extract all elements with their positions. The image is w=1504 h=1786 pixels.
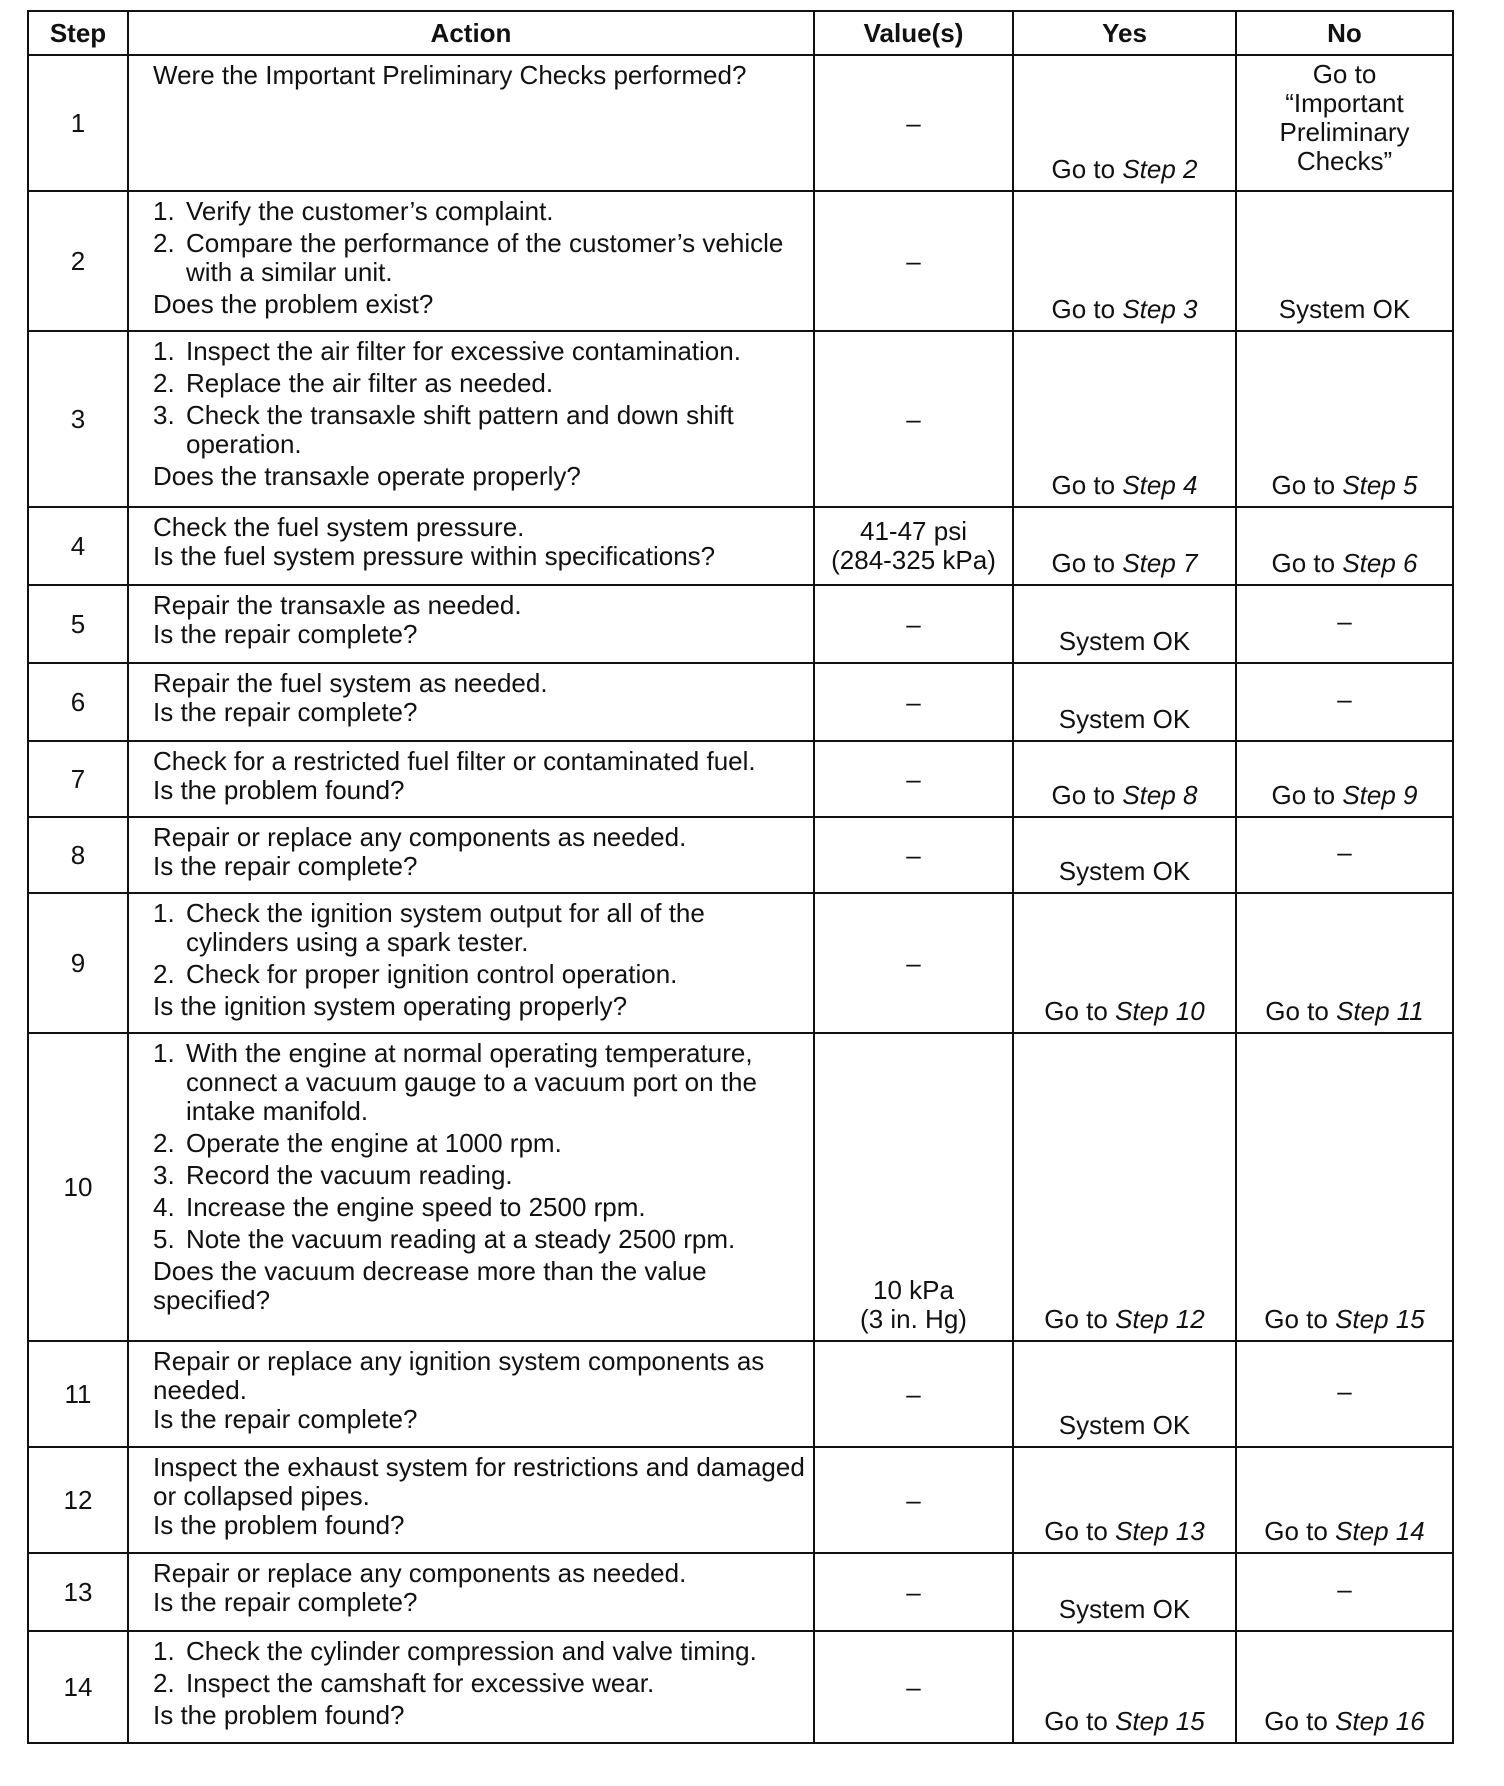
no-cell [1236, 1631, 1453, 1743]
yes-go-to-text: Go to [1044, 1516, 1116, 1546]
no-step-ref: Step 11 [1336, 996, 1424, 1026]
value-line: (284-325 kPa) [831, 545, 996, 575]
yes-result: System OK [1058, 704, 1191, 734]
action-cell [128, 55, 814, 191]
yes-cell [1013, 585, 1236, 663]
value-dash: – [906, 763, 921, 794]
header-action: Action [128, 11, 814, 55]
no-line: Preliminary [1279, 117, 1410, 147]
no-dash: – [1337, 1375, 1352, 1406]
yes-cell [1013, 507, 1236, 585]
action-item [153, 1129, 805, 1158]
action-item-text: Inspect the air filter for excessive contamination. [186, 336, 741, 366]
action-line: Inspect the exhaust system for restrictions and damaged or collapsed pipes. [153, 1452, 805, 1511]
table-row [28, 1447, 1453, 1553]
action-line: Is the repair complete? [153, 697, 418, 727]
no-step-ref: Step 5 [1342, 470, 1418, 500]
value-cell [814, 331, 1013, 507]
action-item-text: Check the cylinder compression and valve timing. [186, 1636, 757, 1666]
no-line: Checks” [1296, 146, 1393, 176]
value-dash: – [906, 245, 921, 276]
diagnostic-table [27, 10, 1454, 1744]
value-cell [814, 1553, 1013, 1631]
action-item-number: 1. [153, 1038, 175, 1068]
yes-go-to-text: Go to [1051, 780, 1123, 810]
yes-go-to-text: Go to [1051, 154, 1123, 184]
header-yes: Yes [1013, 11, 1236, 55]
no-go-to-text: Go to [1264, 1304, 1336, 1334]
yes-result: System OK [1058, 856, 1191, 886]
value-cell [814, 585, 1013, 663]
no-step-ref: Step 16 [1335, 1706, 1425, 1736]
value-dash: – [906, 1378, 921, 1409]
action-line: Repair the transaxle as needed. [153, 590, 522, 620]
no-go-to-text: Go to [1271, 780, 1343, 810]
table-row [28, 507, 1453, 585]
no-step-ref: Step 14 [1335, 1516, 1425, 1546]
action-item-number: 1. [153, 336, 175, 366]
action-cell [128, 893, 814, 1033]
value-cell [814, 1341, 1013, 1447]
value-cell [814, 893, 1013, 1033]
action-cell [128, 1341, 814, 1447]
value-dash: – [906, 107, 921, 138]
action-item [153, 1039, 805, 1126]
action-line: Repair the fuel system as needed. [153, 668, 548, 698]
yes-step-ref: Step 3 [1122, 294, 1198, 324]
no-cell [1236, 817, 1453, 893]
action-cell [128, 817, 814, 893]
action-item [153, 197, 805, 226]
action-item [153, 1161, 805, 1190]
table-row [28, 331, 1453, 507]
action-item-text: Replace the air filter as needed. [186, 368, 554, 398]
no-cell [1236, 663, 1453, 741]
header-value: Value(s) [814, 11, 1013, 55]
step-number: 14 [28, 1631, 128, 1743]
no-dash: – [1337, 1573, 1352, 1604]
action-item [153, 899, 805, 957]
value-dash: – [906, 608, 921, 639]
yes-step-ref: Step 7 [1122, 548, 1198, 578]
action-cell [128, 331, 814, 507]
value-dash: – [906, 839, 921, 870]
action-question: Does the problem exist? [153, 289, 434, 319]
action-item-text: Operate the engine at 1000 rpm. [186, 1128, 562, 1158]
action-item [153, 960, 805, 989]
value-cell [814, 1447, 1013, 1553]
yes-step-ref: Step 8 [1122, 780, 1198, 810]
action-item-text: Verify the customer’s complaint. [186, 196, 554, 226]
table-row [28, 191, 1453, 331]
table-row [28, 893, 1453, 1033]
action-item-text: Check for proper ignition control operation. [186, 959, 678, 989]
yes-cell [1013, 663, 1236, 741]
action-item [153, 229, 805, 287]
action-item [153, 401, 805, 459]
action-line: Is the repair complete? [153, 1587, 418, 1617]
no-go-to-text: Go to [1271, 470, 1343, 500]
step-number: 2 [28, 191, 128, 331]
yes-cell [1013, 331, 1236, 507]
action-item-text: Compare the performance of the customer’s vehicle with a similar unit. [186, 228, 784, 287]
action-item-number: 2. [153, 1668, 175, 1698]
no-result: System OK [1278, 294, 1411, 324]
step-number: 7 [28, 741, 128, 817]
no-line: Go to [1312, 59, 1377, 89]
action-cell [128, 1631, 814, 1743]
yes-go-to-text: Go to [1051, 294, 1123, 324]
action-item-number: 3. [153, 400, 175, 430]
action-line: Is the repair complete? [153, 1404, 418, 1434]
value-cell [814, 663, 1013, 741]
yes-step-ref: Step 15 [1115, 1706, 1205, 1736]
yes-go-to-text: Go to [1051, 548, 1123, 578]
header-step: Step [28, 11, 128, 55]
action-line: Is the problem found? [153, 1510, 405, 1540]
yes-cell [1013, 1631, 1236, 1743]
action-cell [128, 1033, 814, 1341]
no-step-ref: Step 15 [1335, 1304, 1425, 1334]
action-line: Repair or replace any ignition system components as needed. [153, 1346, 765, 1405]
no-dash: – [1337, 605, 1352, 636]
table-row [28, 741, 1453, 817]
value-dash: – [906, 1576, 921, 1607]
no-cell [1236, 741, 1453, 817]
action-line: Check for a restricted fuel filter or contaminated fuel. [153, 746, 756, 776]
no-cell [1236, 1553, 1453, 1631]
action-item-number: 1. [153, 196, 175, 226]
action-line: Is the problem found? [153, 775, 405, 805]
action-item [153, 337, 805, 366]
yes-go-to-text: Go to [1044, 996, 1116, 1026]
action-item [153, 1193, 805, 1222]
action-item-text: With the engine at normal operating temperature, connect a vacuum gauge to a vacuum port on the intake manifold. [186, 1038, 757, 1126]
no-line: “Important [1285, 88, 1404, 118]
action-question: Is the problem found? [153, 1700, 405, 1730]
yes-cell [1013, 1553, 1236, 1631]
table-row [28, 1631, 1453, 1743]
action-item-number: 2. [153, 368, 175, 398]
no-go-to-text: Go to [1265, 996, 1337, 1026]
value-dash: – [906, 686, 921, 717]
step-number: 12 [28, 1447, 128, 1553]
yes-result: System OK [1058, 1594, 1191, 1624]
action-item-text: Inspect the camshaft for excessive wear. [186, 1668, 655, 1698]
action-item-number: 3. [153, 1160, 175, 1190]
no-cell [1236, 1033, 1453, 1341]
no-step-ref: Step 6 [1342, 548, 1418, 578]
value-cell [814, 1033, 1013, 1341]
table-row [28, 1553, 1453, 1631]
action-line: Were the Important Preliminary Checks performed? [153, 60, 747, 90]
no-cell [1236, 1341, 1453, 1447]
value-dash: – [906, 1484, 921, 1515]
action-cell [128, 507, 814, 585]
yes-cell [1013, 817, 1236, 893]
yes-result: System OK [1058, 626, 1191, 656]
no-dash: – [1337, 683, 1352, 714]
action-item-number: 1. [153, 898, 175, 928]
no-go-to-text: Go to [1271, 548, 1343, 578]
yes-step-ref: Step 4 [1122, 470, 1198, 500]
yes-cell [1013, 893, 1236, 1033]
step-number: 13 [28, 1553, 128, 1631]
table-row [28, 1033, 1453, 1341]
table-row [28, 1341, 1453, 1447]
value-cell [814, 817, 1013, 893]
value-cell [814, 191, 1013, 331]
yes-cell [1013, 1033, 1236, 1341]
action-item-number: 2. [153, 228, 175, 258]
action-cell [128, 1553, 814, 1631]
value-line: 41-47 psi [860, 516, 967, 546]
step-number: 9 [28, 893, 128, 1033]
action-item-text: Record the vacuum reading. [186, 1160, 513, 1190]
action-item-number: 1. [153, 1636, 175, 1666]
action-question: Is the ignition system operating properly? [153, 991, 628, 1021]
action-item-text: Check the ignition system output for all of the cylinders using a spark tester. [186, 898, 705, 957]
table-row [28, 663, 1453, 741]
table-row [28, 55, 1453, 191]
yes-step-ref: Step 2 [1122, 154, 1198, 184]
step-number: 8 [28, 817, 128, 893]
value-dash: – [906, 1671, 921, 1702]
value-cell [814, 741, 1013, 817]
yes-step-ref: Step 10 [1115, 996, 1205, 1026]
yes-cell [1013, 1447, 1236, 1553]
no-go-to-text: Go to [1264, 1706, 1336, 1736]
yes-cell [1013, 1341, 1236, 1447]
action-item [153, 1669, 805, 1698]
value-dash: – [906, 947, 921, 978]
value-line: (3 in. Hg) [860, 1304, 967, 1334]
yes-go-to-text: Go to [1051, 470, 1123, 500]
no-cell [1236, 191, 1453, 331]
action-item [153, 369, 805, 398]
no-cell [1236, 331, 1453, 507]
no-go-to-text: Go to [1264, 1516, 1336, 1546]
action-cell [128, 585, 814, 663]
step-number: 3 [28, 331, 128, 507]
step-number: 5 [28, 585, 128, 663]
action-item-number: 5. [153, 1224, 175, 1254]
step-number: 10 [28, 1033, 128, 1341]
step-number: 6 [28, 663, 128, 741]
yes-cell [1013, 741, 1236, 817]
value-dash: – [906, 403, 921, 434]
yes-result: System OK [1058, 1410, 1191, 1440]
action-cell [128, 191, 814, 331]
header-row [28, 11, 1453, 55]
action-question: Does the transaxle operate properly? [153, 461, 581, 491]
step-number: 11 [28, 1341, 128, 1447]
action-item-text: Check the transaxle shift pattern and down shift operation. [186, 400, 734, 459]
action-line: Check the fuel system pressure. [153, 512, 525, 542]
action-line: Repair or replace any components as needed. [153, 1558, 687, 1588]
yes-cell [1013, 191, 1236, 331]
step-number: 1 [28, 55, 128, 191]
yes-go-to-text: Go to [1044, 1304, 1116, 1334]
yes-cell [1013, 55, 1236, 191]
action-item-number: 2. [153, 1128, 175, 1158]
action-cell [128, 663, 814, 741]
action-item [153, 1225, 805, 1254]
value-cell [814, 1631, 1013, 1743]
action-line: Is the repair complete? [153, 851, 418, 881]
action-item-number: 4. [153, 1192, 175, 1222]
yes-step-ref: Step 13 [1115, 1516, 1205, 1546]
no-cell [1236, 1447, 1453, 1553]
value-cell [814, 55, 1013, 191]
action-line: Is the fuel system pressure within specifications? [153, 541, 716, 571]
no-step-ref: Step 9 [1342, 780, 1418, 810]
action-item-text: Note the vacuum reading at a steady 2500 rpm. [186, 1224, 736, 1254]
table-row [28, 585, 1453, 663]
action-item-text: Increase the engine speed to 2500 rpm. [186, 1192, 646, 1222]
action-cell [128, 1447, 814, 1553]
no-dash: – [1337, 836, 1352, 867]
table-row [28, 817, 1453, 893]
header-no: No [1236, 11, 1453, 55]
action-question: Does the vacuum decrease more than the value specified? [153, 1256, 707, 1315]
action-item [153, 1637, 805, 1666]
yes-step-ref: Step 12 [1115, 1304, 1205, 1334]
no-cell [1236, 507, 1453, 585]
action-item-number: 2. [153, 959, 175, 989]
value-line: 10 kPa [873, 1275, 954, 1305]
no-cell [1236, 55, 1453, 191]
value-cell [814, 507, 1013, 585]
yes-go-to-text: Go to [1044, 1706, 1116, 1736]
no-cell [1236, 585, 1453, 663]
action-line: Repair or replace any components as needed. [153, 822, 687, 852]
action-cell [128, 741, 814, 817]
table-body [28, 55, 1453, 1743]
action-line: Is the repair complete? [153, 619, 418, 649]
step-number: 4 [28, 507, 128, 585]
no-cell [1236, 893, 1453, 1033]
